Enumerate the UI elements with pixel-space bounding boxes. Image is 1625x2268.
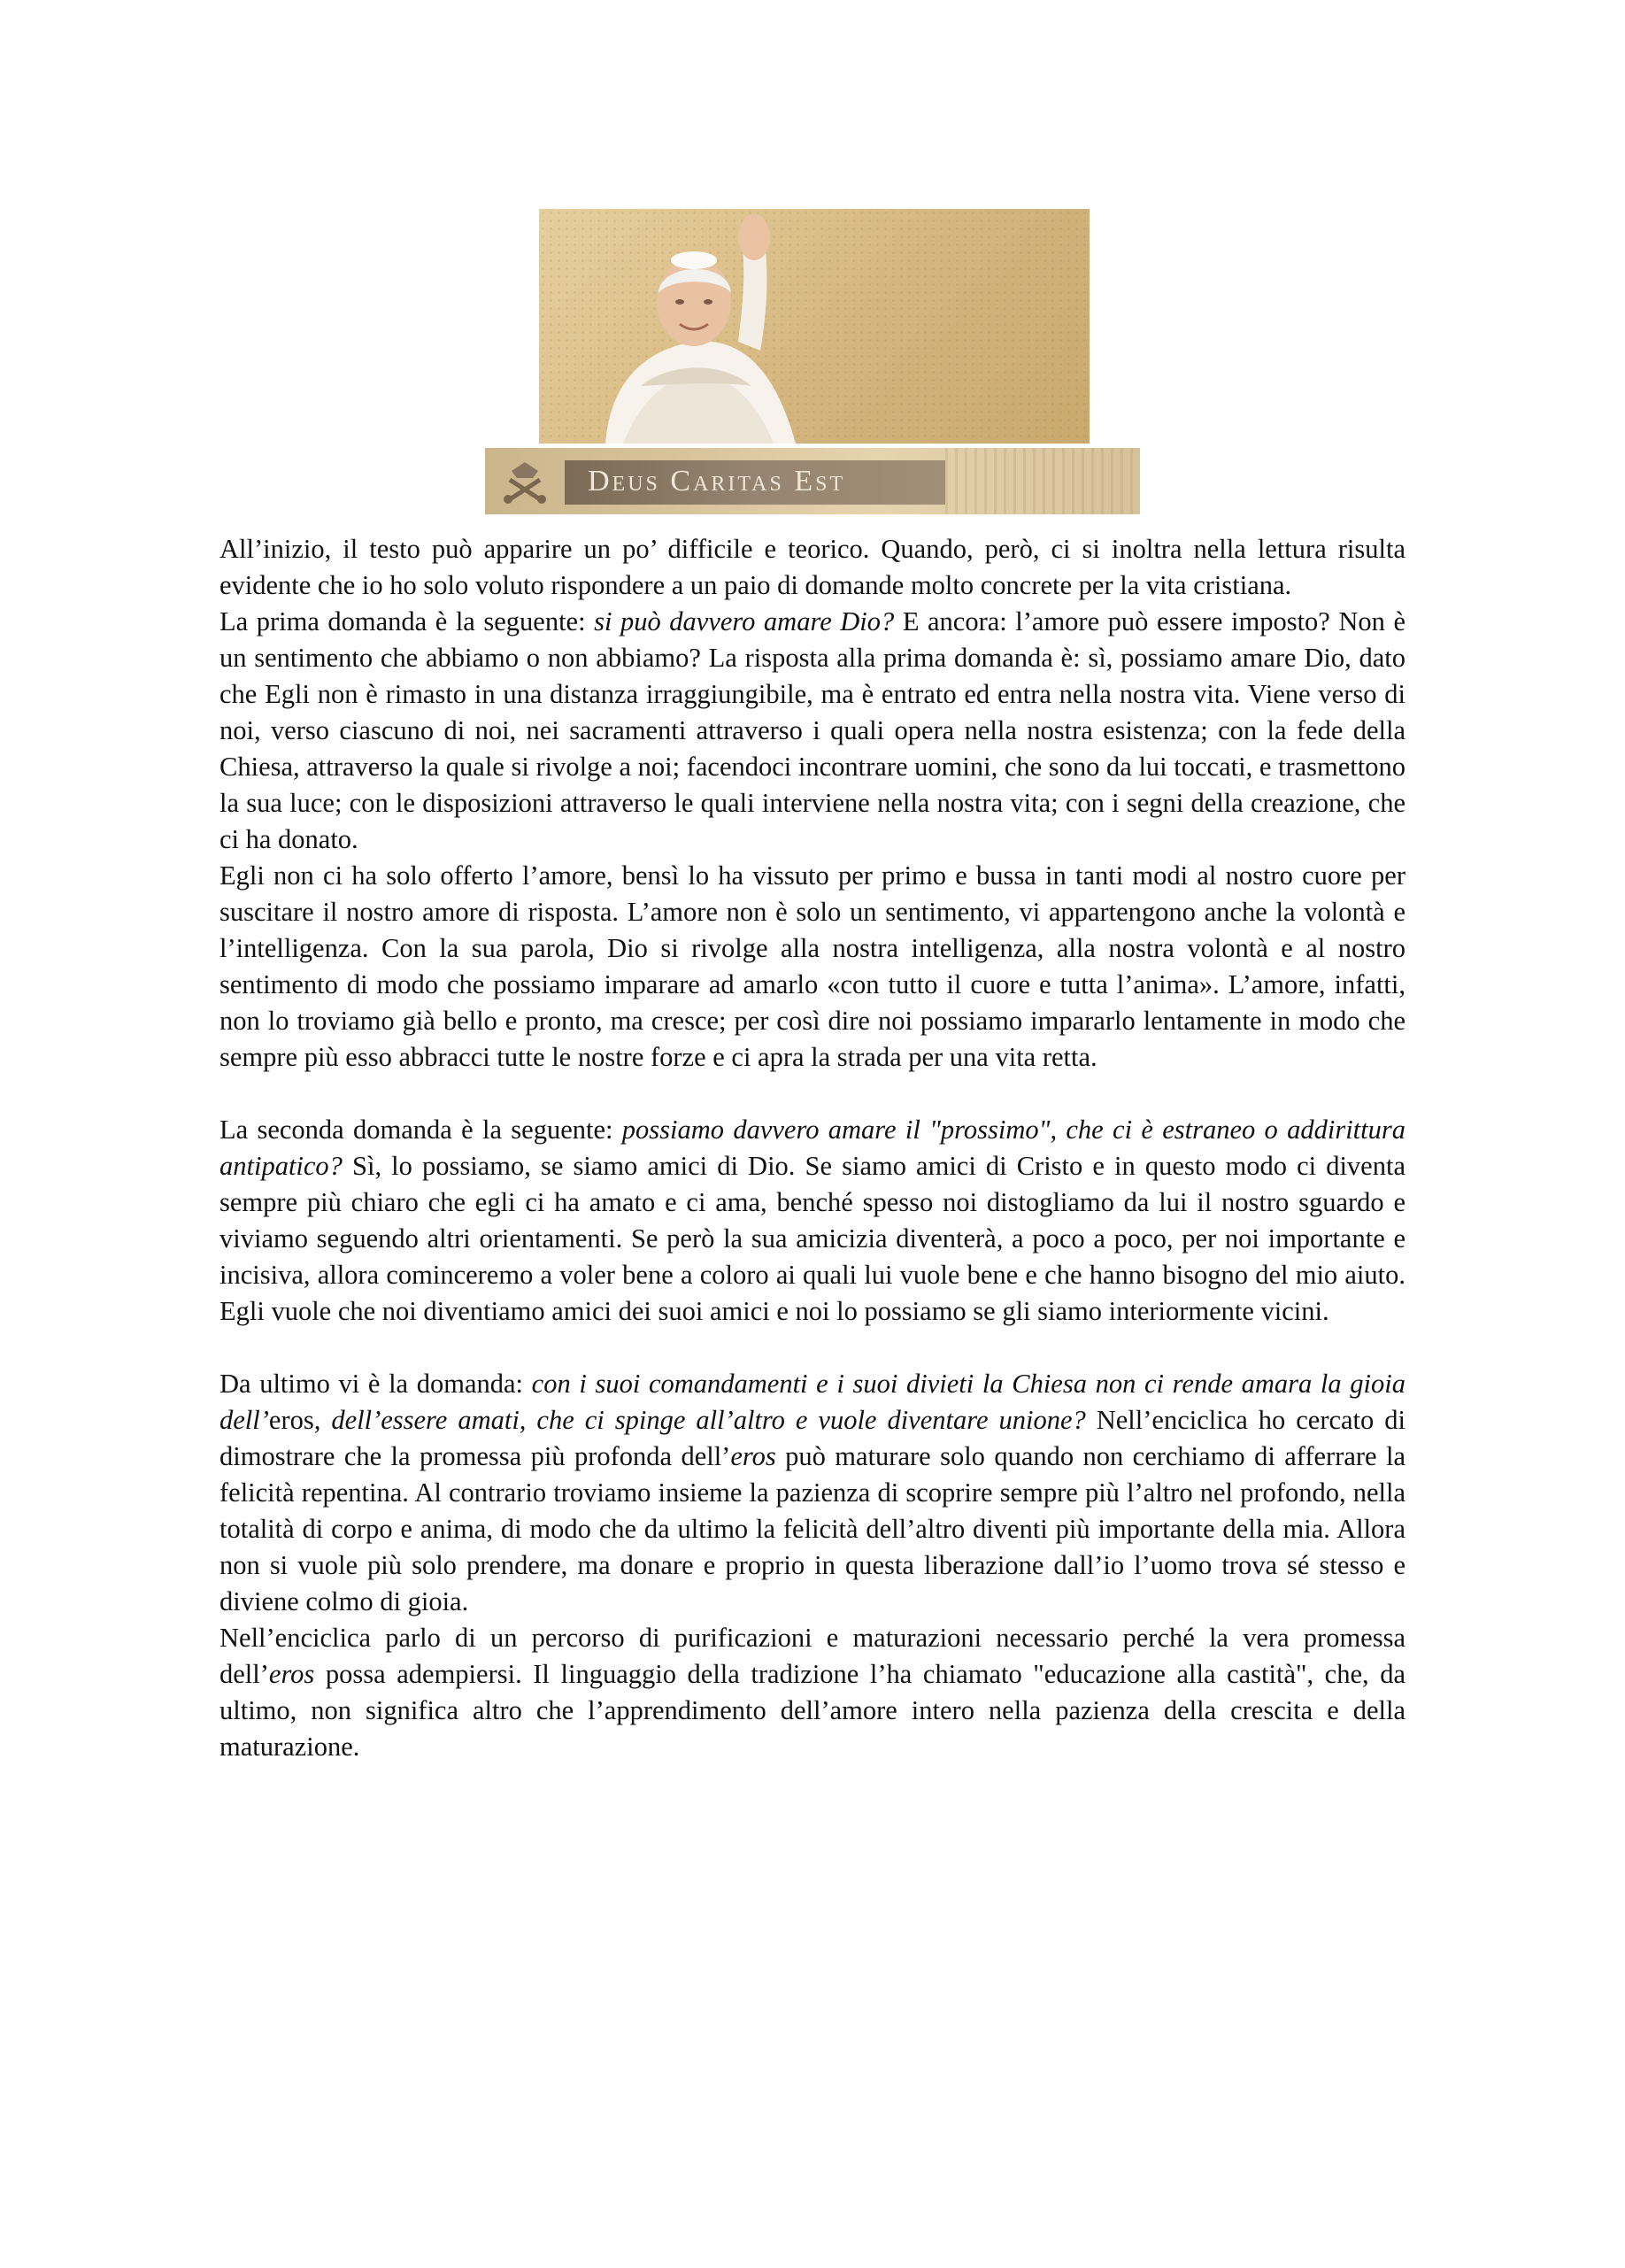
document-body (219, 531, 1406, 1765)
paragraph (219, 1112, 1406, 1330)
text-run: All’inizio, il testo può apparire un po’ difficile e teorico. Quando, però, ci si inoltra nella lettura risulta evidente che io ho solo voluto rispondere a un paio di domande molto concrete per la vita cristiana. (219, 534, 1406, 600)
pope-figure-image (588, 209, 818, 444)
title-strip (485, 448, 1140, 514)
text-run: La seconda domanda è la seguente: (219, 1115, 622, 1145)
italic-text: , dell’essere amati, che ci spinge all’altro e vuole diventare unione? (313, 1405, 1086, 1435)
text-run: Da ultimo vi è la domanda: (219, 1369, 532, 1399)
paragraph-gap (219, 1330, 1406, 1366)
banner-title-box (565, 460, 945, 505)
italic-text: con i suoi comandamenti e i suoi divieti la Chiesa non ci rende amara la gioia dell’ (219, 1369, 1406, 1435)
paragraph (219, 858, 1406, 1076)
papal-keys-icon (497, 459, 552, 505)
banner-title: Deus Caritas Est (588, 465, 846, 498)
paragraph (219, 1620, 1406, 1765)
italic-text: eros (268, 1659, 315, 1689)
header-banner (485, 209, 1140, 514)
italic-text: si può davvero amare Dio? (594, 606, 895, 636)
italic-text: possiamo davvero amare il "prossimo", che ci è estraneo o addirittura antipatico? (219, 1115, 1406, 1181)
manuscript-texture (945, 448, 1140, 514)
italic-text: eros (730, 1441, 776, 1471)
paragraph-gap (219, 1076, 1406, 1112)
text-run: possa adempiersi. Il linguaggio della tradizione l’ha chiamato "educazione alla castità", che, da ultimo, non significa altro che l’apprendimento dell’amore intero nella pazienza della crescita e della maturazione. (219, 1659, 1406, 1762)
text-run: Sì, lo possiamo, se siamo amici di Dio. Se siamo amici di Cristo e in questo modo ci diventa sempre più chiaro che egli ci ha amato e ci ama, benché spesso noi distogliamo da lui il nostro sguardo e viviamo seguendo altri orientamenti. Se però la sua amicizia diventerà, a poco a poco, per noi importante e incisiva, allora cominceremo a voler bene a coloro ai quali lui vuole bene e che hanno bisogno del mio aiuto. Egli vuole che noi diventiamo amici dei suoi amici e noi lo possiamo se gli siamo interiormente vicini. (219, 1151, 1406, 1326)
paragraph (219, 531, 1406, 604)
text-run: può maturare solo quando non cerchiamo di afferrare la felicità repentina. Al contrario troviamo insieme la pazienza di scoprire sempre più l’altro nel profondo, nella totalità di corpo e anima, di modo che da ultimo la felicità dell’altro diventi più importante della mia. Allora non si vuole più solo prendere, ma donare e proprio in questa liberazione dall’io l’uomo trova sé stesso e diviene colmo di gioia. (219, 1441, 1406, 1616)
paragraph (219, 604, 1406, 858)
paragraph (219, 1366, 1406, 1620)
text-run: La prima domanda è la seguente: (219, 606, 595, 636)
text-run: Nell’enciclica parlo di un percorso di purificazioni e maturazioni necessario perché la vera promessa dell’ (219, 1623, 1406, 1689)
text-run: Nell’enciclica ho cercato di dimostrare che la promessa più profonda dell’ (219, 1405, 1406, 1471)
text-run: Egli non ci ha solo offerto l’amore, bensì lo ha vissuto per primo e bussa in tanti modi al nostro cuore per suscitare il nostro amore di risposta. L’amore non è solo un sentimento, vi appartengono anche la volontà e l’intelligenza. Con la sua parola, Dio si rivolge alla nostra intelligenza, alla nostra volontà e al nostro sentimento di modo che possiamo imparare ad amarlo «con tutto il cuore e tutta l’anima». L’amore, infatti, non lo troviamo già bello e pronto, ma cresce; per così dire noi possiamo impararlo lentamente in modo che sempre più esso abbracci tutte le nostre forze e ci apra la strada per una vita retta. (219, 860, 1406, 1072)
text-run: E ancora: l’amore può essere imposto? Non è un sentimento che abbiamo o non abbiamo? La risposta alla prima domanda è: sì, possiamo amare Dio, dato che Egli non è rimasto in una distanza irraggiungibile, ma è entrato ed entra nella nostra vita. Viene verso di noi, verso ciascuno di noi, nei sacramenti attraverso i quali opera nella nostra esistenza; con la fede della Chiesa, attraverso la quale si rivolge a noi; facendoci incontrare uomini, che sono da lui toccati, e trasmettono la sua luce; con le disposizioni attraverso le quali interviene nella nostra vita; con i segni della creazione, che ci ha donato. (219, 606, 1406, 854)
text-run: eros (268, 1405, 314, 1435)
pope-photo (539, 209, 1090, 444)
